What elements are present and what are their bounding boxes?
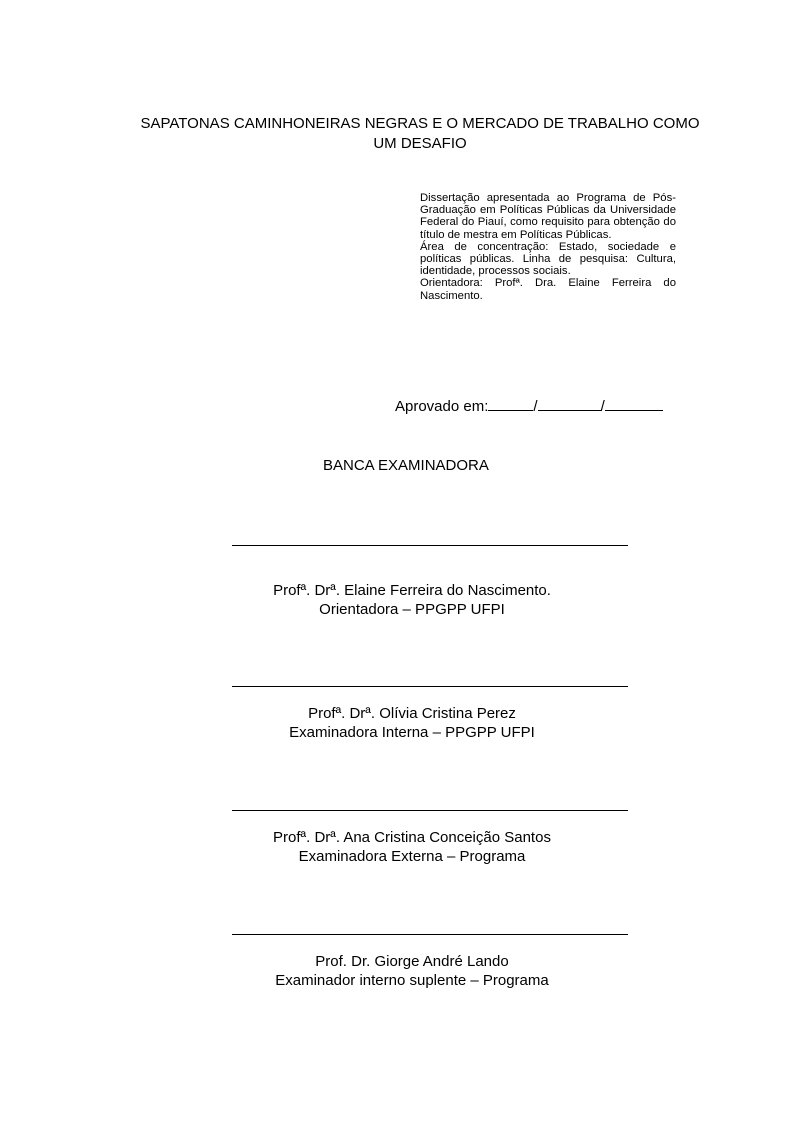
- member-role: Examinadora Interna – PPGPP UFPI: [289, 724, 535, 741]
- approval-year-blank: [605, 396, 663, 411]
- approval-label: Aprovado em:: [395, 398, 489, 415]
- committee-member: [212, 828, 612, 866]
- title-line-2: UM DESAFIO: [373, 135, 467, 152]
- member-name: Profª. Drª. Ana Cristina Conceição Santos: [273, 829, 551, 846]
- dissertation-note: [420, 192, 676, 302]
- date-separator: /: [600, 398, 605, 415]
- committee-member: [212, 704, 612, 742]
- signature-line: [232, 545, 628, 546]
- title-line-1: SAPATONAS CAMINHONEIRAS NEGRAS E O MERCADO DE TRABALHO COMO: [140, 115, 700, 132]
- date-separator: /: [533, 398, 538, 415]
- member-name: Profª. Drª. Elaine Ferreira do Nascimento.: [273, 582, 551, 599]
- committee-member: [212, 581, 612, 619]
- dissertation-description: Dissertação apresentada ao Programa de Pós- Graduação em Políticas Públicas da Universidade Federal do Piauí, como requisito para obtenção do título de mestra em Políticas Públicas.: [420, 192, 676, 241]
- approval-date: [395, 396, 663, 417]
- concentration-area: Área de concentração: Estado, sociedade e políticas públicas. Linha de pesquisa: Cultura, identidade, processos sociais.: [420, 240, 676, 278]
- signature-line: [232, 810, 628, 811]
- member-role: Orientadora – PPGPP UFPI: [319, 601, 505, 618]
- member-role: Examinadora Externa – Programa: [298, 848, 526, 865]
- approval-day-blank: [488, 396, 533, 411]
- member-name: Prof. Dr. Giorge André Lando: [315, 953, 509, 970]
- member-role: Examinador interno suplente – Programa: [275, 972, 549, 989]
- approval-month-blank: [538, 396, 601, 411]
- advisor-note: Orientadora: Profª. Dra. Elaine Ferreira do Nascimento.: [420, 277, 676, 302]
- signature-line: [232, 934, 628, 935]
- signature-line: [232, 686, 628, 687]
- member-name: Profª. Drª. Olívia Cristina Perez: [308, 705, 516, 722]
- document-title: [100, 114, 740, 154]
- committee-member: [212, 952, 612, 990]
- committee-heading: BANCA EXAMINADORA: [323, 457, 489, 474]
